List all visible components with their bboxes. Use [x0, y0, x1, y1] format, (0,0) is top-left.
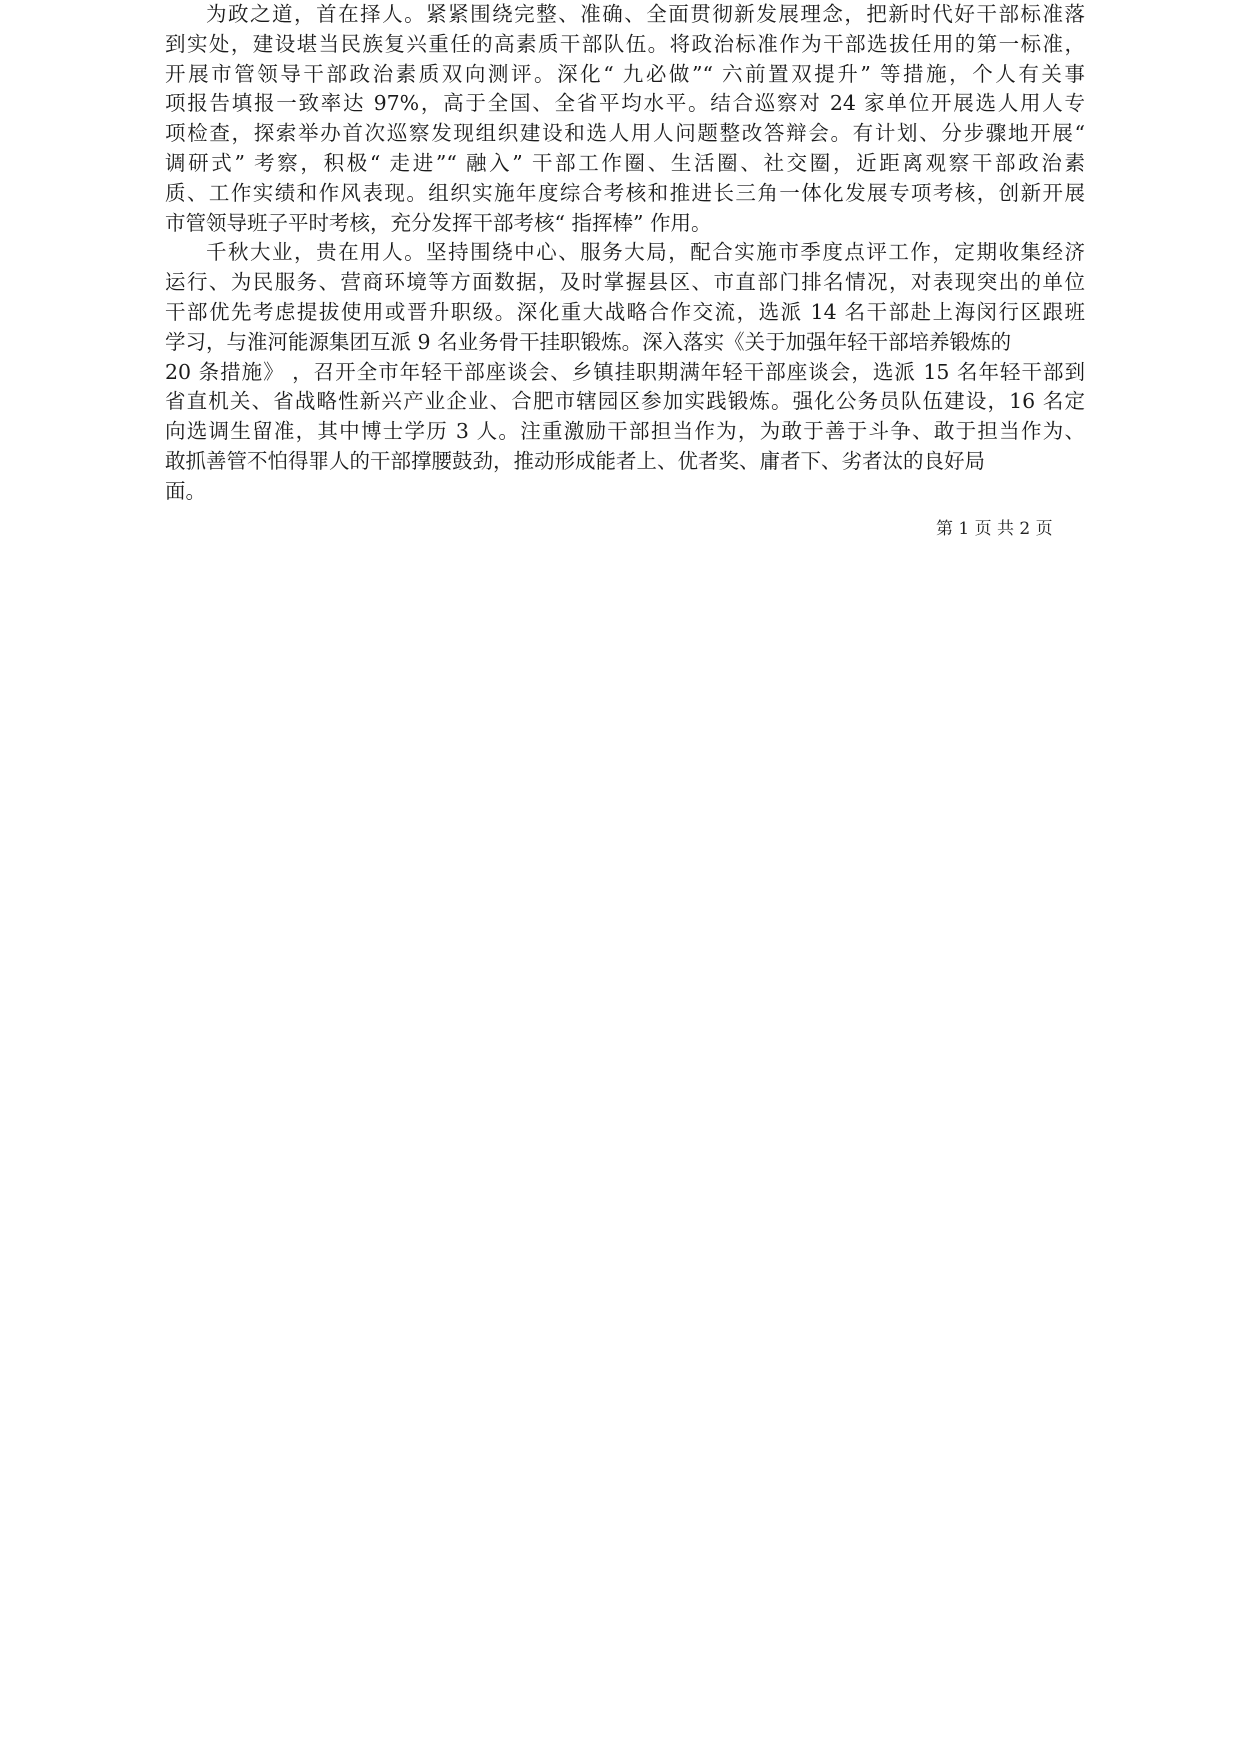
paragraph-line: 20 条措施》 ，召开全市年轻干部座谈会、乡镇挂职期满年轻干部座谈会，选派 15 名年轻干部到 [165, 359, 1085, 384]
paragraph-line: 质、工作实绩和作风表现。组织实施年度综合考核和推进长三角一体化发展专项考核，创新开展 [165, 180, 1085, 205]
paragraph-line: 市管领导班子平时考核，充分发挥干部考核“ 指挥棒” 作用。 [165, 210, 712, 235]
paragraph-line: 千秋大业，贵在用人。坚持围绕中心、服务大局，配合实施市季度点评工作，定期收集经济 [206, 240, 1085, 265]
document-body [165, 0, 1085, 507]
paragraph-line: 项检查，探索举办首次巡察发现组织建设和选人用人问题整改答辩会。有计划、分步骤地开展“ [165, 121, 1085, 146]
paragraph-line: 面。 [165, 478, 206, 503]
paragraph-line: 向选调生留准，其中博士学历 3 人。注重激励干部担当作为，为敢于善于斗争、敢于担当作为、 [165, 419, 1085, 444]
paragraph-line: 学习，与淮河能源集团互派 9 名业务骨干挂职锻炼。深入落实《关于加强年轻干部培养锻炼的 [165, 329, 1012, 354]
page-number: 第 1 页 共 2 页 [936, 519, 1053, 539]
paragraph-line: 干部优先考虑提拔使用或晋升职级。深化重大战略合作交流，选派 14 名干部赴上海闵行区跟班 [165, 299, 1085, 324]
paragraph-1 [165, 0, 1085, 238]
paragraph-line: 调研式” 考察，积极“ 走进”“ 融入” 干部工作圈、生活圈、社交圈，近距离观察干部政治素 [165, 150, 1085, 175]
paragraph-line: 开展市管领导干部政治素质双向测评。深化“ 九必做”“ 六前置双提升” 等措施，个人有关事 [165, 61, 1085, 86]
paragraph-line: 敢抓善管不怕得罪人的干部撑腰鼓劲，推动形成能者上、优者奖、庸者下、劣者汰的良好局 [165, 448, 985, 473]
paragraph-line: 省直机关、省战略性新兴产业企业、合肥市辖园区参加实践锻炼。强化公务员队伍建设，16 名定 [165, 389, 1085, 414]
paragraph-line: 到实处，建设堪当民族复兴重任的高素质干部队伍。将政治标准作为干部选拔任用的第一标准， [165, 31, 1085, 56]
paragraph-line: 运行、为民服务、营商环境等方面数据，及时掌握县区、市直部门排名情况，对表现突出的单位 [165, 270, 1085, 295]
paragraph-line: 为政之道，首在择人。紧紧围绕完整、准确、全面贯彻新发展理念，把新时代好干部标准落 [206, 2, 1085, 26]
paragraph-line: 项报告填报一致率达 97%，高于全国、全省平均水平。结合巡察对 24 家单位开展选人用人专 [165, 91, 1085, 116]
paragraph-2 [165, 238, 1085, 506]
